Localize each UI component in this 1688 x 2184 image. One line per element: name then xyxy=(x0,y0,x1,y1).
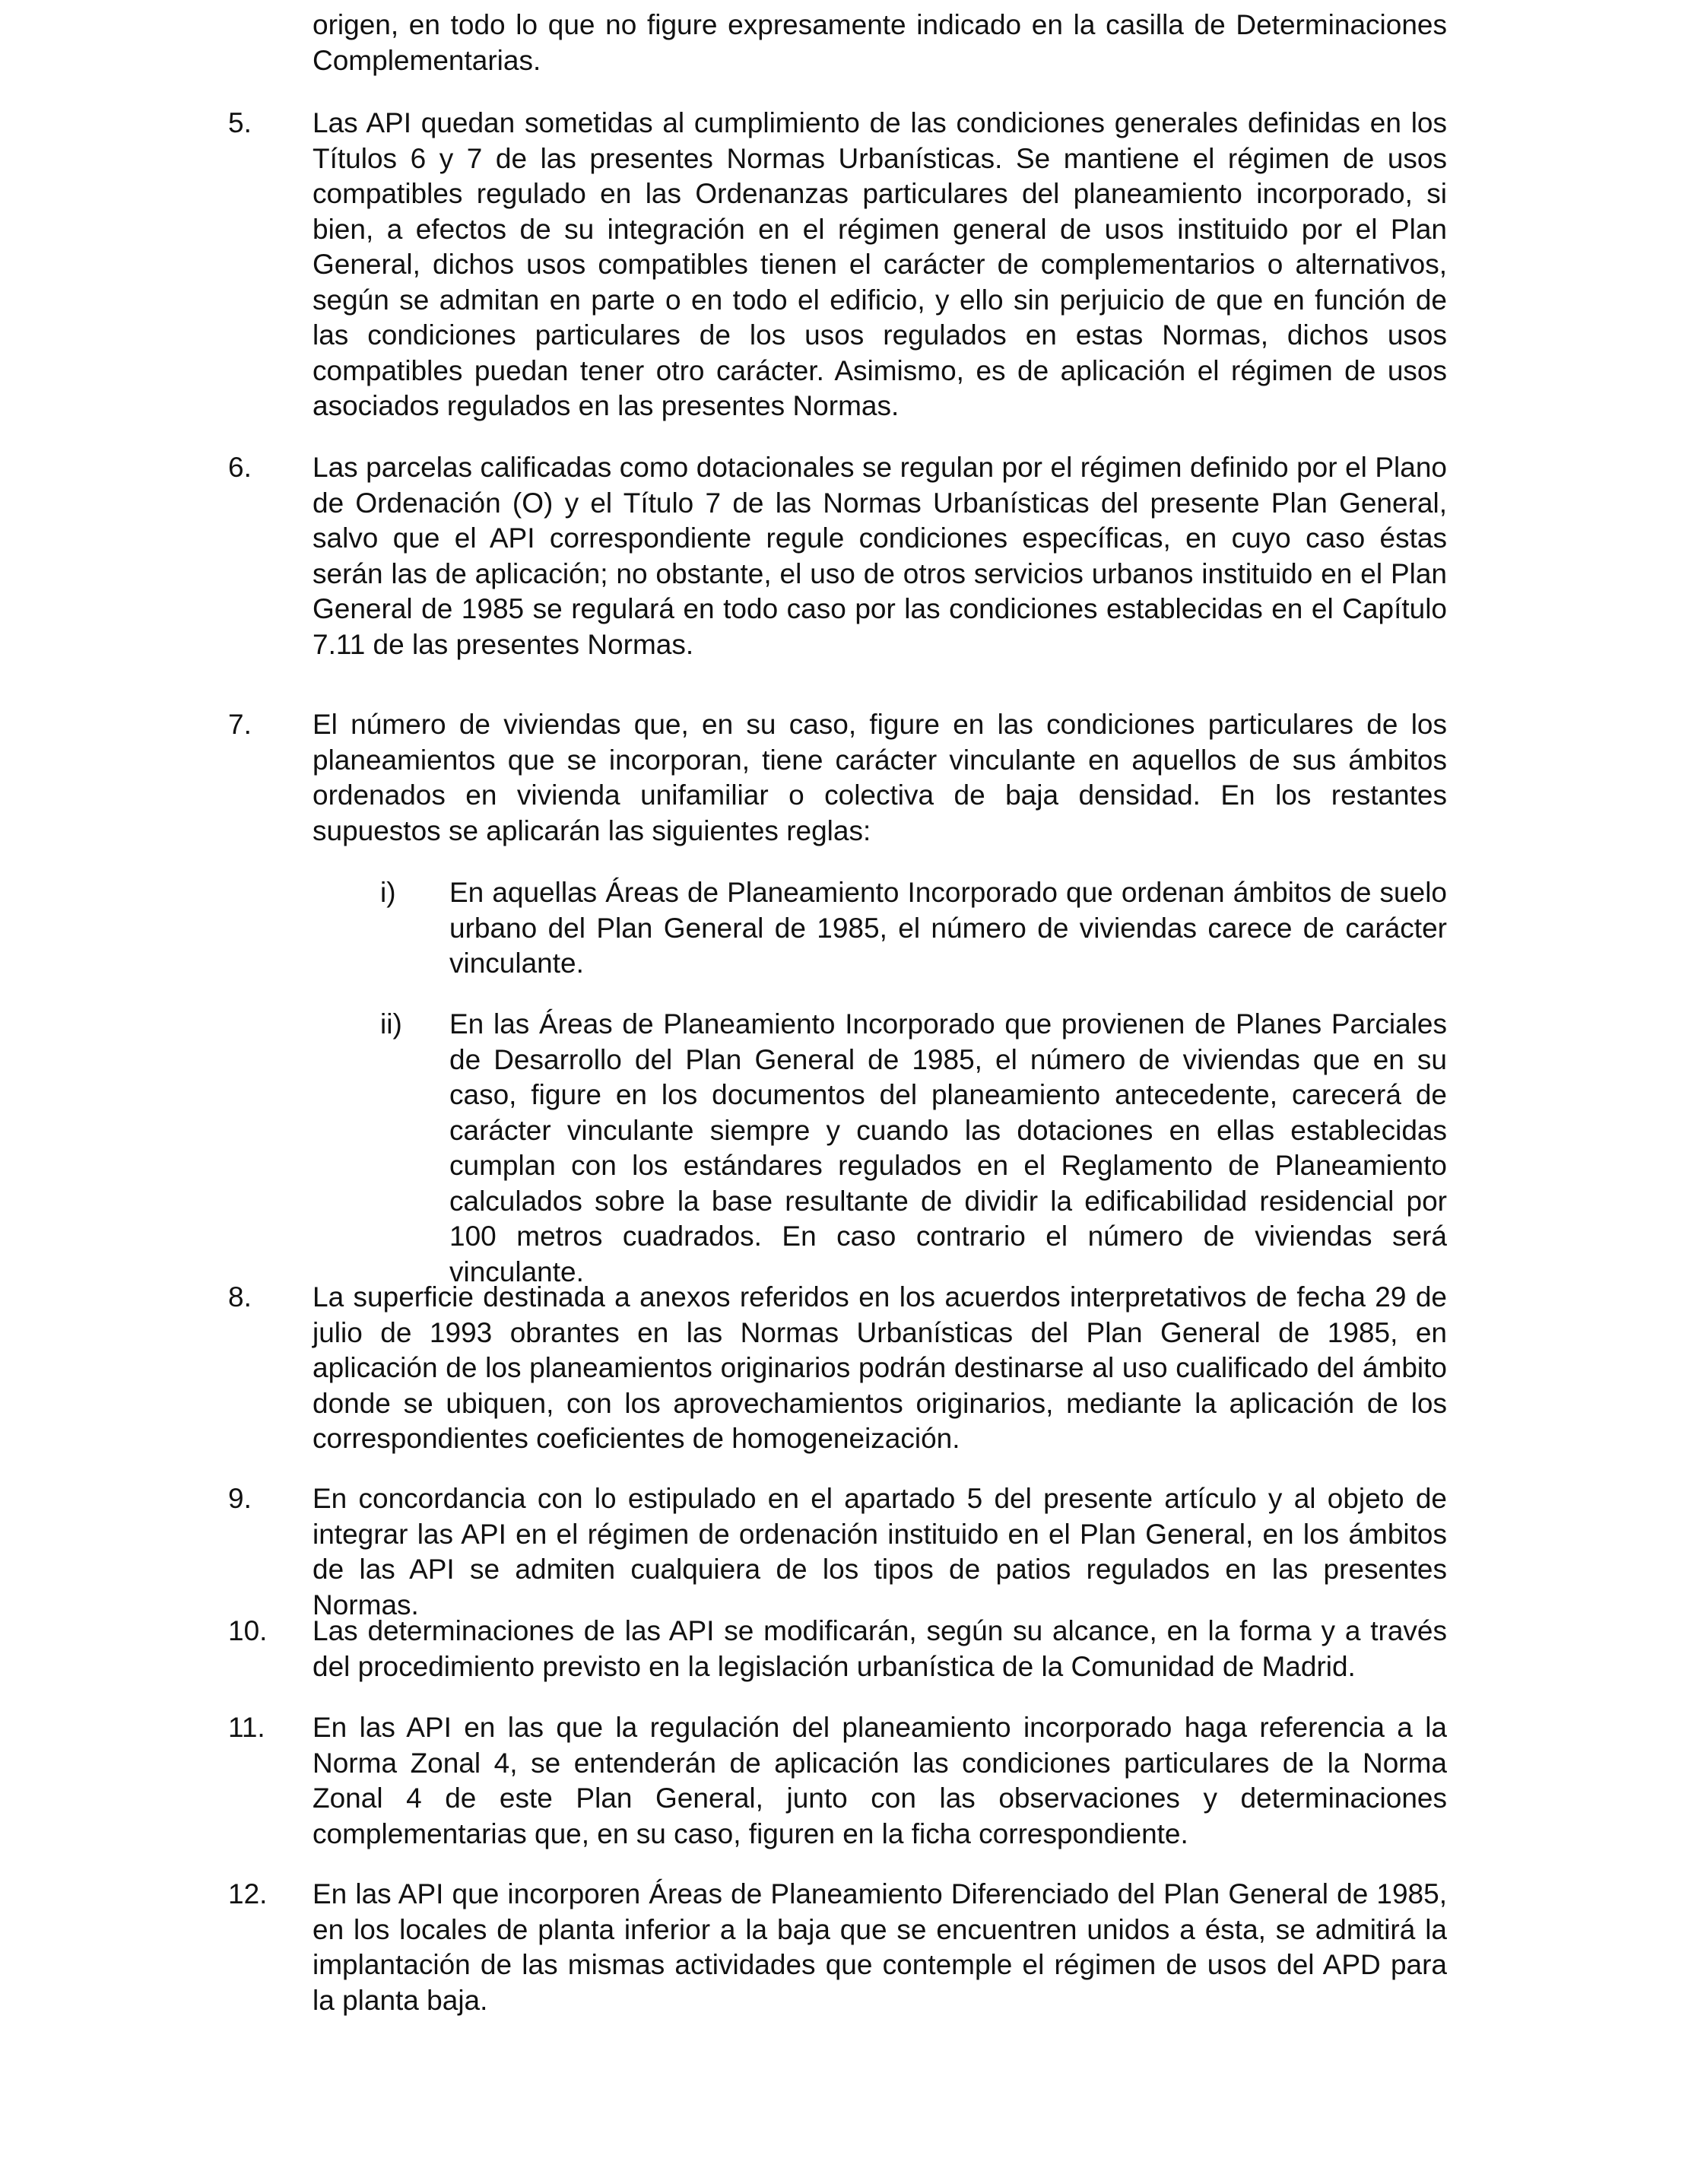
item-text-11: En las API en las que la regulación del planeamiento incorporado haga referencia a la Norma Zonal 4, se entenderán de aplicación las condiciones particulares de la Norma Zonal 4 de este Plan General, junto con las observaciones y determinaciones complementarias que, en su caso, figuren en la ficha correspondiente. xyxy=(313,1712,1447,1849)
item-text-7: El número de viviendas que, en su caso, figure en las condiciones particulares de los planeamientos que se incorporan, tiene carácter vinculante en aquellos de sus ámbitos ordenados en vivienda unifamiliar o colectiva de baja densidad. En los restantes supuestos se aplicarán las siguientes reglas: xyxy=(313,709,1447,846)
item-number-8: 8. xyxy=(228,1281,252,1313)
item-text-12: En las API que incorporen Áreas de Planeamiento Diferenciado del Plan General de 1985, en los locales de planta inferior a la baja que se encuentren unidos a ésta, se admitirá la implantación de las mismas actividades que contemple el régimen de usos del APD para la planta baja. xyxy=(313,1878,1447,2016)
subitem-text-ii: En las Áreas de Planeamiento Incorporado que provienen de Planes Parciales de Desarrollo del Plan General de 1985, el número de viviendas que en su caso, figure en los documentos del planeamiento antecedente, carecerá de carácter vinculante siempre y cuando las dotaciones en ellas establecidas cumplan con los estándares regulados en el Reglamento de Planeamiento calculados sobre la base resultante de dividir la edificabilidad residencial por 100 metros cuadrados. En caso contrario el número de viviendas será vinculante. xyxy=(449,1008,1447,1287)
item-number-9: 9. xyxy=(228,1483,252,1514)
item-text-10: Las determinaciones de las API se modificarán, según su alcance, en la forma y a través del procedimiento previsto en la legislación urbanística de la Comunidad de Madrid. xyxy=(313,1615,1447,1682)
subitem-number-i: i) xyxy=(380,877,396,908)
item-text-5: Las API quedan sometidas al cumplimiento de las condiciones generales definidas en los Títulos 6 y 7 de las presentes Normas Urbanísticas. Se mantiene el régimen de usos compatibles regulado en las Ordenanzas particulares del planeamiento incorporado, si bien, a efectos de su integración en el régimen general de usos instituido por el Plan General, dichos usos compatibles tienen el carácter de complementarios o alternativos, según se admitan en parte o en todo el edificio, y ello sin perjuicio de que en función de las condiciones particulares de los usos regulados en estas Normas, dichos usos compatibles puedan tener otro carácter. Asimismo, es de aplicación el régimen de usos asociados regulados en las presentes Normas. xyxy=(313,107,1447,421)
item-number-11: 11. xyxy=(228,1712,265,1743)
item-text-9: En concordancia con lo estipulado en el apartado 5 del presente artículo y al objeto de integrar las API en el régimen de ordenación instituido en el Plan General, en los ámbitos de las API se admiten cualquiera de los tipos de patios regulados en las presentes Normas. xyxy=(313,1483,1447,1621)
item-number-7: 7. xyxy=(228,709,252,740)
item-number-6: 6. xyxy=(228,452,252,483)
item-number-5: 5. xyxy=(228,107,252,138)
subitem-number-ii: ii) xyxy=(380,1008,402,1040)
lead-paragraph: origen, en todo lo que no figure expresamente indicado en la casilla de Determinaciones Complementarias. xyxy=(313,9,1447,76)
item-text-8: La superficie destinada a anexos referidos en los acuerdos interpretativos de fecha 29 de julio de 1993 obrantes en las Normas Urbanísticas del Plan General de 1985, en aplicación de los planeamientos originarios podrán destinarse al uso cualificado del ámbito donde se ubiquen, con los aprovechamientos originarios, mediante la aplicación de los correspondientes coeficientes de homogeneización. xyxy=(313,1281,1447,1454)
item-text-6: Las parcelas calificadas como dotacionales se regulan por el régimen definido por el Plano de Ordenación (O) y el Título 7 de las Normas Urbanísticas del presente Plan General, salvo que el API correspondiente regule condiciones específicas, en cuyo caso éstas serán las de aplicación; no obstante, el uso de otros servicios urbanos instituido en el Plan General de 1985 se regulará en todo caso por las condiciones establecidas en el Capítulo 7.11 de las presentes Normas. xyxy=(313,452,1447,660)
item-number-10: 10. xyxy=(228,1615,268,1646)
subitem-text-i: En aquellas Áreas de Planeamiento Incorporado que ordenan ámbitos de suelo urbano del Plan General de 1985, el número de viviendas carece de carácter vinculante. xyxy=(449,877,1447,979)
item-number-12: 12. xyxy=(228,1878,268,1909)
